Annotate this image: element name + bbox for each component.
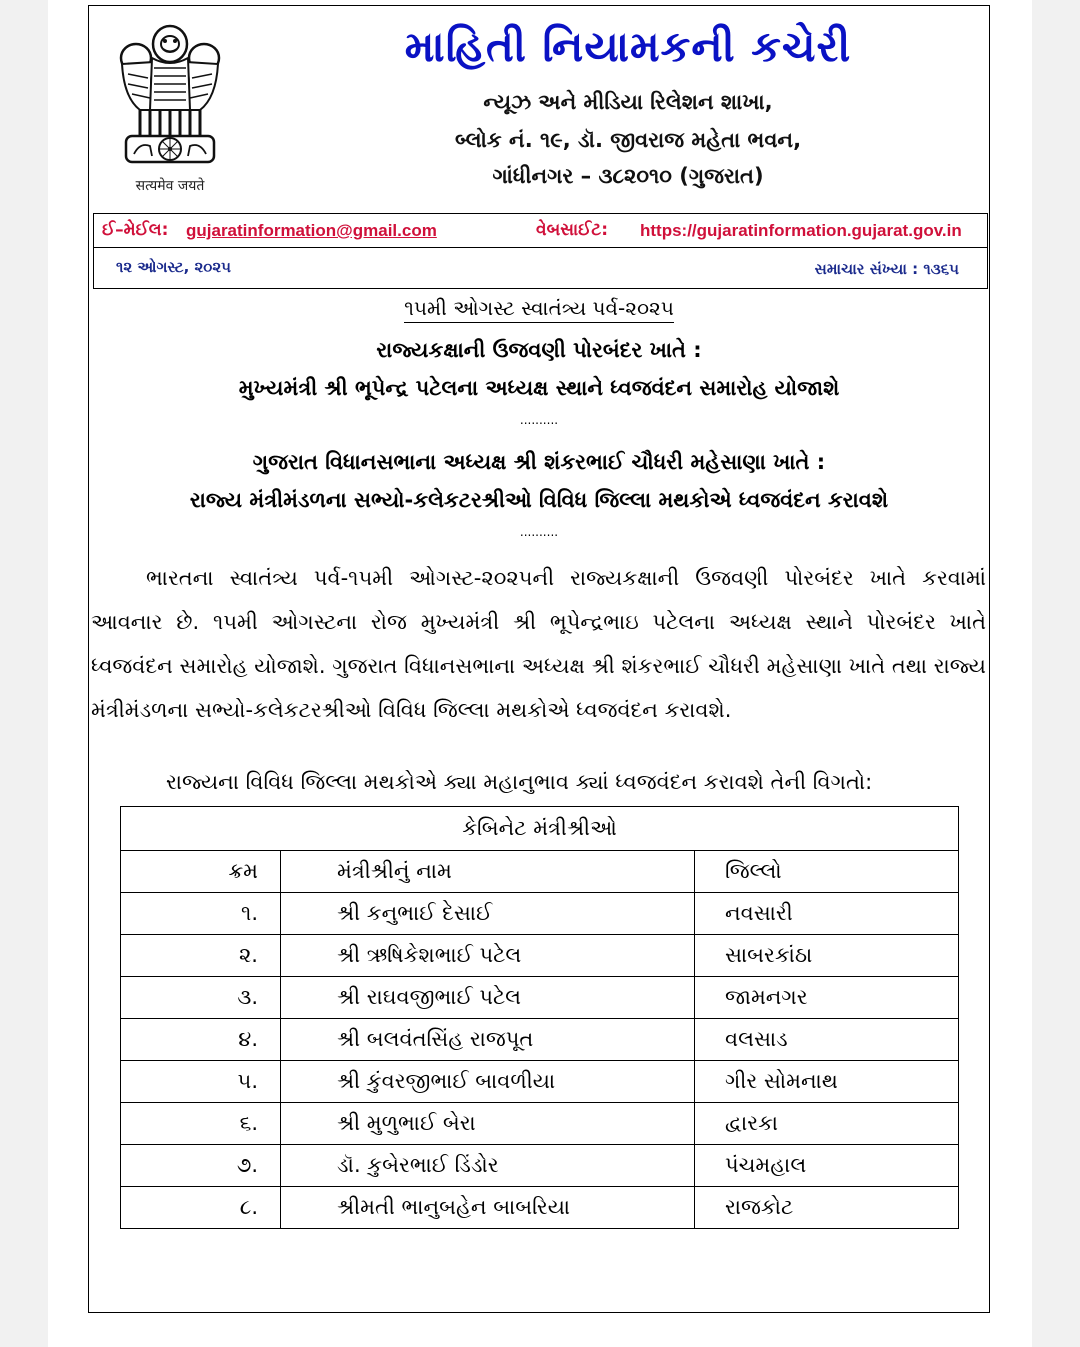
table-row [121,1187,959,1229]
address-line-3: ગાંધીનગર – ૩૮૨૦૧૦ (ગુજરાત) [492,164,764,188]
separator-dots: .......... [519,525,559,539]
row-district: સાબરકાંઠા [695,935,959,977]
row-minister-name: શ્રી મુળુભાઈ બેરા [281,1103,695,1145]
contact-row [94,214,987,248]
table-row [121,1145,959,1187]
row-district: ગીર સોમનાથ [695,1061,959,1103]
row-serial: ૧. [121,893,281,935]
row-district: રાજકોટ [695,1187,959,1229]
row-minister-name: શ્રીમતી ભાનુબહેન બાબરિયા [281,1187,695,1229]
contact-box [93,213,988,289]
table-header-row [121,851,959,893]
state-emblem [114,18,226,198]
headline-ministers: રાજ્ય મંત્રીમંડળના સભ્યો-કલેકટરશ્રીઓ વિવિધ જિલ્લા મથકોએ ધ્વજવંદન કરાવશે [189,488,889,512]
table-row [121,1061,959,1103]
address-line-1: ન્યૂઝ અને મીડિયા રિલેશન શાખા, [483,90,773,114]
row-minister-name: શ્રી બલવંતસિંહ રાજપૂત [281,1019,695,1061]
header-serial: ક્રમ [121,851,281,893]
headline-chief-minister: મુખ્યમંત્રી શ્રી ભૂપેન્દ્ર પટેલના અધ્યક્ષ સ્થાને ધ્વજવંદન સમારોહ યોજાશે [238,376,840,400]
table-intro: રાજ્યના વિવિધ જિલ્લા મથકોએ ક્યા મહાનુભાવ ક્યાં ધ્વજવંદન કરાવશે તેની વિગતો: [166,770,873,794]
table-row [121,893,959,935]
row-serial: ૩. [121,977,281,1019]
website-label: વેબસાઈટ: [536,220,608,240]
row-district: જામનગર [695,977,959,1019]
row-serial: ૪. [121,1019,281,1061]
headline-occasion-text: ૧૫મી ઓગસ્ટ સ્વાતંત્ર્ય પર્વ-૨૦૨૫ [404,296,674,323]
table-title-row [121,807,959,851]
document-page [48,0,1032,1347]
row-district: નવસારી [695,893,959,935]
headline-occasion [88,296,990,320]
table-title: કેબિનેટ મંત્રીશ્રીઓ [121,807,959,851]
row-minister-name: શ્રી ઋષિકેશભાઈ પટેલ [281,935,695,977]
table-row [121,1019,959,1061]
table-row [121,977,959,1019]
row-serial: ૬. [121,1103,281,1145]
email-label: ઈ–મેઈલ: [102,220,169,240]
website-link[interactable]: https://gujaratinformation.gujarat.gov.in [640,221,962,240]
row-district: પંચમહાલ [695,1145,959,1187]
table-row [121,935,959,977]
address-line-2: બ્લોક નં. ૧૯, ડૉ. જીવરાજ મહેતા ભવન, [454,128,802,152]
release-date: ૧૨ ઓગસ્ટ, ૨૦૨૫ [116,258,231,276]
body-paragraph [91,556,986,732]
row-minister-name: શ્રી કનુભાઈ દેસાઈ [281,893,695,935]
row-minister-name: ડૉ. કુબેરભાઈ ડિંડોર [281,1145,695,1187]
row-serial: ૨. [121,935,281,977]
release-number: સમાચાર સંખ્યા : ૧૩૬૫ [814,260,959,278]
separator-dots: .......... [519,413,559,427]
header-district: જિલ્લો [695,851,959,893]
table-row [121,1103,959,1145]
row-district: વલસાડ [695,1019,959,1061]
row-minister-name: શ્રી કુંવરજીભાઈ બાવળીયા [281,1061,695,1103]
headline-state-celebration: રાજ્યકક્ષાની ઉજવણી પોરબંદર ખાતે : [376,338,702,362]
ministers-table [120,806,959,1229]
body-paragraph-text: ભારતના સ્વાતંત્ર્ય પર્વ-૧૫મી ઓગસ્ટ-૨૦૨૫ની રાજ્યકક્ષાની ઉજવણી પોરબંદર ખાતે કરવામાં આવનાર છે. ૧૫મી ઓગસ્ટના રોજ મુખ્યમંત્રી શ્રી ભૂપેન્દ્રભાઇ પટેલના અધ્યક્ષ સ્થાને પોરબંદર ખાતે ધ્વજવંદન સમારોહ યોજાશે. ગુજરાત વિધાનસભાના અધ્યક્ષ શ્રી શંકરભાઈ ચૌધરી મહેસાણા ખાતે તથા રાજ્ય મંત્રીમંડળના સભ્યો-કલેકટરશ્રીઓ વિવિધ જિલ્લા મથકોએ ધ્વજવંદન કરાવશે. [91,566,986,722]
email-link[interactable]: gujaratinformation@gmail.com [186,221,437,240]
lion-capital-emblem-icon [114,18,226,176]
row-district: દ્વારકા [695,1103,959,1145]
headline-speaker: ગુજરાત વિધાનસભાના અધ્યક્ષ શ્રી શંકરભાઈ ચૌધરી મહેસાણા ખાતે : [252,450,826,474]
row-serial: ૮. [121,1187,281,1229]
row-serial: ૫. [121,1061,281,1103]
row-minister-name: શ્રી રાઘવજીભાઈ પટેલ [281,977,695,1019]
header-minister-name: મંત્રીશ્રીનું નામ [281,851,695,893]
row-serial: ૭. [121,1145,281,1187]
office-title: માહિતી નિયામકની કચેરી [404,22,852,71]
emblem-motto: सत्यमेव जयते [135,178,205,194]
